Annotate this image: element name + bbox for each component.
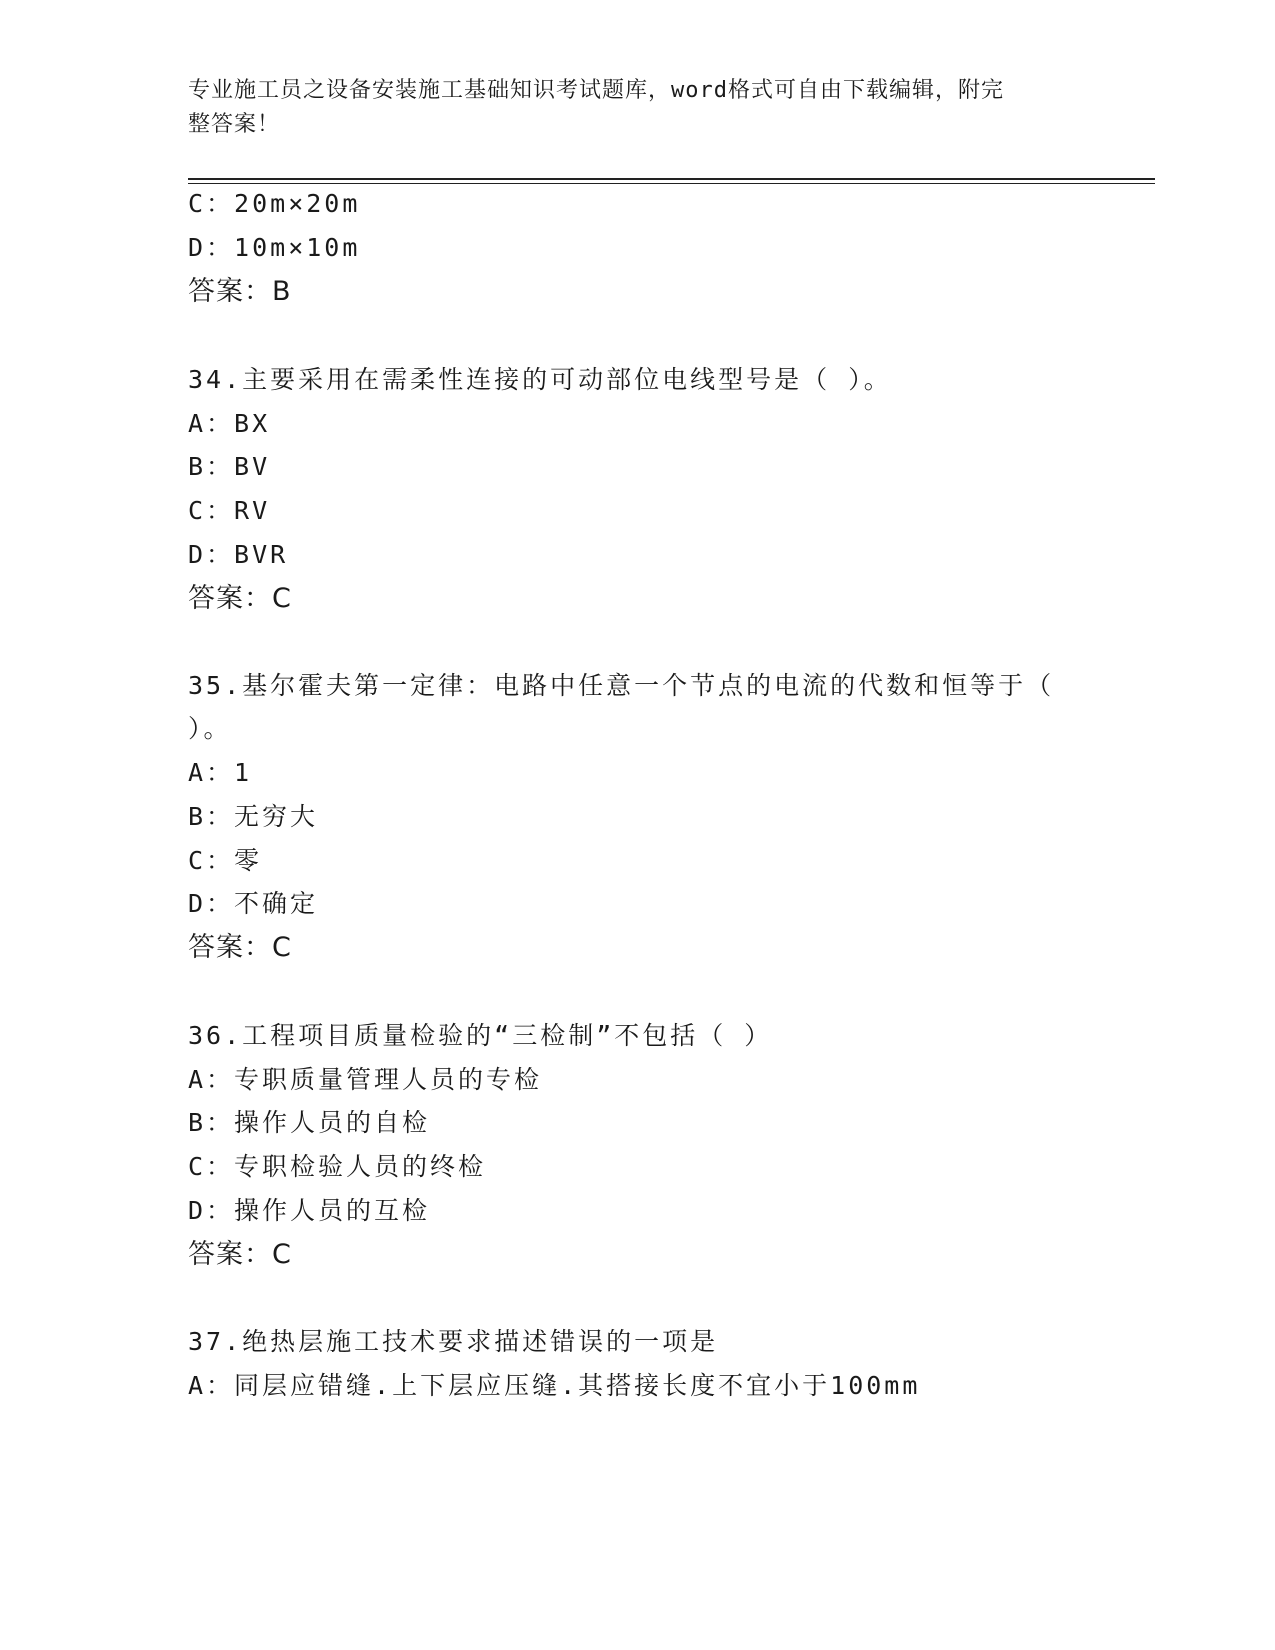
q37-stem: 37.绝热层施工技术要求描述错误的一项是: [188, 1327, 719, 1356]
header-line-2: 整答案！: [188, 112, 281, 137]
prev-option-d: D：10m×10m: [188, 233, 361, 262]
prev-answer: 答案：B: [188, 276, 292, 307]
document-header: [188, 74, 1078, 142]
q35-option-c: C：零: [188, 846, 263, 875]
header-line-1: 专业施工员之设备安装施工基础知识考试题库，word格式可自由下载编辑，附完: [188, 78, 1004, 103]
q35-option-d: D：不确定: [188, 889, 319, 918]
q35-answer: 答案：C: [188, 932, 292, 963]
q34-option-a: A：BX: [188, 409, 271, 438]
q34-option-c: C：RV: [188, 496, 271, 525]
q36-option-c: C：专职检验人员的终检: [188, 1152, 487, 1181]
q36-option-a: A：专职质量管理人员的专检: [188, 1065, 543, 1094]
q35-stem-line-2: ）。: [188, 714, 232, 743]
q34-stem: 34.主要采用在需柔性连接的可动部位电线型号是（ ）。: [188, 365, 892, 394]
q36-stem: 36.工程项目质量检验的“三检制”不包括（ ）: [188, 1021, 773, 1050]
q35-stem-line-1: 35.基尔霍夫第一定律：电路中任意一个节点的电流的代数和恒等于（: [188, 671, 1055, 700]
header-divider-thin: [188, 183, 1155, 184]
q37-option-a: A：同层应错缝.上下层应压缝.其搭接长度不宜小于100mm: [188, 1371, 921, 1400]
header-divider-thick: [188, 178, 1155, 180]
q35-option-a: A：1: [188, 758, 253, 787]
q36-option-b: B：操作人员的自检: [188, 1108, 431, 1137]
q35-option-b: B：无穷大: [188, 802, 319, 831]
q34-answer: 答案：C: [188, 583, 292, 614]
q34-option-b: B：BV: [188, 452, 271, 481]
q34-option-d: D：BVR: [188, 540, 289, 569]
prev-option-c: C：20m×20m: [188, 189, 361, 218]
q36-answer: 答案：C: [188, 1239, 292, 1270]
q36-option-d: D：操作人员的互检: [188, 1196, 431, 1225]
